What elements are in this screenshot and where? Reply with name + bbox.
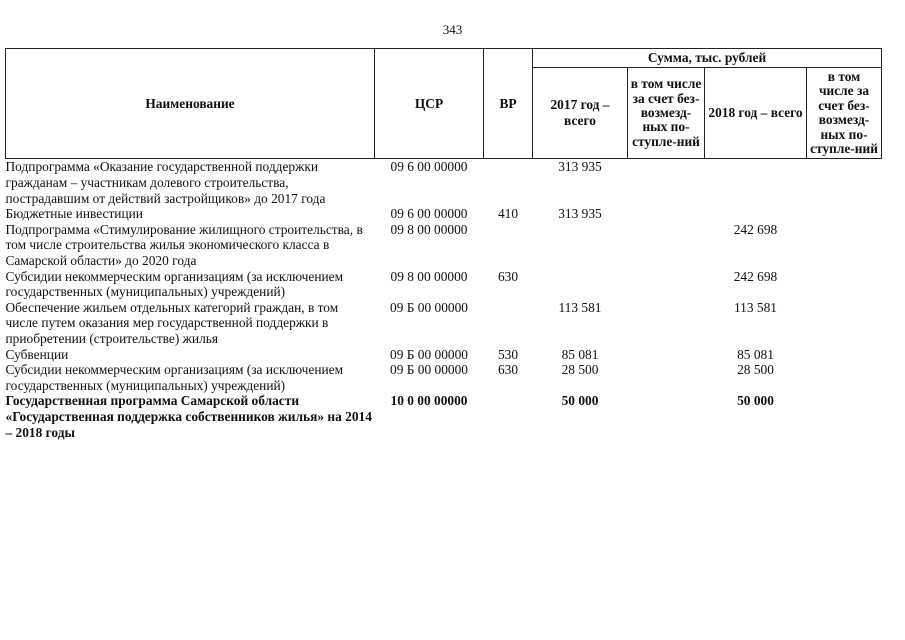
row-name: Бюджетные инвестиции [5,206,143,222]
page-number: 343 [442,22,463,37]
row-2018-grants [807,206,882,222]
row-2017-total: 85 081 [561,346,599,362]
header-2018-total: 2018 год – всего [705,68,807,159]
row-name: Субвенции [5,346,69,362]
table-row [6,300,882,347]
row-name: Подпрограмма «Стимулирование жилищного строительства, в том числе строительства жилья экономического класса в Самарской области» до 2020 года [5,221,363,268]
row-csr: 09 6 00 00000 [390,159,468,175]
row-2018-grants [807,347,882,363]
table-row [6,362,882,393]
row-2018-grants [807,393,882,440]
row-2018-grants [807,300,882,347]
row-csr: 10 0 00 00000 [390,393,468,409]
table-row [6,159,882,206]
row-csr: 09 8 00 00000 [390,221,468,237]
row-2017-grants [628,393,705,440]
budget-table [5,48,882,440]
row-2018-grants [807,269,882,300]
row-vr: 630 [497,268,519,284]
row-csr: 09 6 00 00000 [390,206,468,222]
header-vr: ВР [484,49,533,159]
row-2017-grants [628,159,705,206]
row-name: Государственная программа Самарской области «Государственная поддержка собственников жилья» на 2014 – 2018 годы [5,393,372,440]
row-2018-grants [807,362,882,393]
row-csr: 09 Б 00 00000 [390,362,468,378]
row-2017-total: 113 581 [558,299,602,315]
table-row [6,269,882,300]
row-2017-total: 313 935 [558,159,602,175]
row-csr: 09 8 00 00000 [390,268,468,284]
row-vr [484,300,533,347]
row-2017-grants [628,206,705,222]
row-2018-grants [807,159,882,206]
row-2017-total: 50 000 [561,393,599,409]
row-name: Обеспечение жильем отдельных категорий граждан, в том числе путем оказания мер государственной поддержки в приобретении (строительстве) жилья [5,299,339,346]
row-2017-grants [628,362,705,393]
table-row [6,347,882,363]
table-row [6,393,882,440]
header-csr: ЦСР [375,49,484,159]
table-body [6,159,882,440]
row-2018-grants [807,222,882,269]
table-row [6,222,882,269]
row-csr: 09 Б 00 00000 [390,346,468,362]
row-2017-grants [628,269,705,300]
row-2018-total: 242 698 [733,268,778,284]
row-vr: 530 [497,346,519,362]
row-vr [484,222,533,269]
row-2018-total: 85 081 [737,346,774,362]
row-vr [484,159,533,206]
row-vr: 410 [497,206,519,222]
row-2018-total: 242 698 [733,221,778,237]
row-2017-total [533,222,628,269]
row-vr: 630 [497,362,519,378]
table-header [6,49,882,159]
row-name: Подпрограмма «Оказание государственной поддержки гражданам – участникам долевого строительства, пострадавшим от действий застройщиков» до 2017 года [5,159,326,206]
table-row [6,206,882,222]
header-2017-grants: в том числе за счет без-возмезд-ных по-ступле-ний [628,68,705,159]
row-2018-total: 50 000 [737,393,774,409]
row-2018-total [705,159,807,206]
header-name: Наименование [6,49,375,159]
header-2017-total: 2017 год – всего [533,68,628,159]
row-2017-grants [628,347,705,363]
header-sum-group: Сумма, тыс. рублей [533,49,882,68]
row-name: Субсидии некоммерческим организациям (за исключением государственных (муниципальных) учреждений) [5,268,344,300]
row-2017-grants [628,222,705,269]
row-vr [484,393,533,440]
row-2017-total: 313 935 [558,206,602,222]
row-2018-total: 28 500 [737,362,774,378]
row-2017-total [533,269,628,300]
row-2018-total [705,206,807,222]
row-name: Субсидии некоммерческим организациям (за исключением государственных (муниципальных) учреждений) [5,362,344,393]
header-2018-grants: в том числе за счет без-возмезд-ных по-ступле-ний [807,68,882,159]
row-2017-total: 28 500 [561,362,599,378]
row-2018-total: 113 581 [733,299,778,315]
row-csr: 09 Б 00 00000 [390,299,468,315]
row-2017-grants [628,300,705,347]
